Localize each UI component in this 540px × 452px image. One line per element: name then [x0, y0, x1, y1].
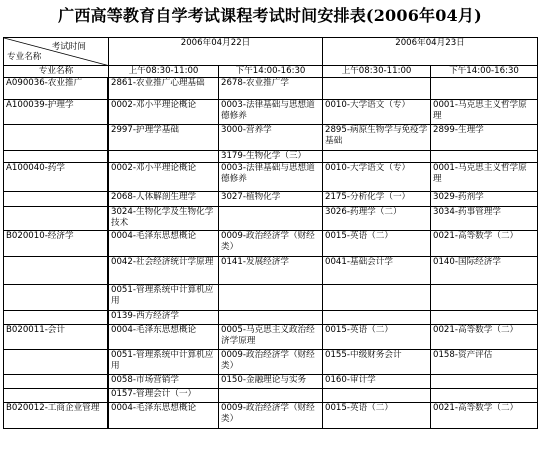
course-cell: 3034-药事管理学: [431, 207, 538, 231]
course-cell: 0001-马克思主义哲学原理: [431, 100, 538, 125]
course-cell: 0005-马克思主义政治经济学原理: [219, 325, 323, 350]
table-row: [4, 192, 538, 207]
course-cell: 0058-市场营销学: [109, 375, 219, 389]
major-name-cell: [4, 375, 108, 389]
course-cell: 0157-管理会计（一）: [109, 389, 219, 403]
session-header-am-1: 上午08:30-11:00: [109, 66, 219, 78]
major-name-cell: [4, 125, 108, 151]
table-row: [4, 151, 538, 163]
table-row: [4, 325, 538, 350]
date-header-2: 2006年04月23日: [323, 38, 538, 66]
header-date-row: [4, 38, 538, 66]
corner-exam-time-label: 考试时间: [51, 42, 86, 52]
course-cell: 2861-农业推广心理基础: [109, 78, 219, 100]
course-cell: [431, 285, 538, 311]
major-name-cell: [4, 311, 108, 325]
major-name-cell: [4, 285, 108, 311]
header-session-row: [4, 66, 538, 78]
course-cell: 3024-生物化学及生物化学技术: [109, 207, 219, 231]
course-cell: 0021-高等数学（二）: [431, 403, 538, 429]
major-name-cell: [4, 192, 108, 207]
course-cell: [431, 311, 538, 325]
course-cell: 2895-病原生物学与免疫学基础: [323, 125, 431, 151]
table-row: [4, 285, 538, 311]
course-cell: [323, 78, 431, 100]
course-cell: 0010-大学语文（专）: [323, 163, 431, 192]
course-cell: 0141-发展经济学: [219, 257, 323, 285]
course-cell: 2678-农业推广学: [219, 78, 323, 100]
major-name-cell: [4, 151, 108, 163]
course-cell: 0009-政治经济学（财经类）: [219, 350, 323, 375]
course-cell: 0015-英语（二）: [323, 325, 431, 350]
course-cell: 0158-资产评估: [431, 350, 538, 375]
table-row: [4, 207, 538, 231]
course-cell: 0021-高等数学（二）: [431, 325, 538, 350]
corner-major-name-label: 专业名称: [7, 51, 42, 62]
course-cell: [431, 78, 538, 100]
course-cell: 0009-政治经济学（财经类）: [219, 403, 323, 429]
course-cell: 0003-法律基础与思想道德修养: [219, 100, 323, 125]
course-cell: 0002-邓小平理论概论: [109, 100, 219, 125]
course-cell: 0003-法律基础与思想道德修养: [219, 163, 323, 192]
course-cell: 3029-药剂学: [431, 192, 538, 207]
table-row: [4, 257, 538, 285]
course-cell: 3027-植物化学: [219, 192, 323, 207]
major-column-header: 专业名称: [4, 66, 109, 78]
page-title: 广西高等教育自学考试课程考试时间安排表(2006年04月): [58, 6, 482, 25]
course-cell: 0021-高等数学（二）: [431, 231, 538, 257]
major-name-cell: [4, 207, 108, 231]
course-cell: [323, 311, 431, 325]
corner-header-cell: [4, 38, 109, 66]
table-row: [4, 311, 538, 325]
course-cell: 3026-药理学（二）: [323, 207, 431, 231]
date-header-1: 2006年04月22日: [109, 38, 323, 66]
table-row: [4, 231, 538, 257]
course-cell: 0010-大学语文（专）: [323, 100, 431, 125]
major-name-cell: B020011-会计: [4, 325, 108, 350]
course-cell: [219, 285, 323, 311]
course-cell: [431, 389, 538, 403]
course-cell: [323, 151, 431, 163]
major-name-cell: [4, 257, 108, 285]
table-row: [4, 125, 538, 151]
session-header-pm-1: 下午14:00-16:30: [219, 66, 323, 78]
course-cell: 0139-西方经济学: [109, 311, 219, 325]
session-header-am-2: 上午08:30-11:00: [323, 66, 431, 78]
course-cell: 0004-毛泽东思想概论: [109, 325, 219, 350]
major-name-cell: A090036-农业推广: [4, 78, 108, 100]
course-cell: [431, 375, 538, 389]
course-cell: 0015-英语（二）: [323, 231, 431, 257]
course-cell: 0155-中级财务会计: [323, 350, 431, 375]
course-cell: 0015-英语（二）: [323, 403, 431, 429]
major-name-cell: B020012-工商企业管理: [4, 403, 108, 429]
table-row: [4, 375, 538, 389]
table-row: [4, 100, 538, 125]
course-cell: 0001-马克思主义哲学原理: [431, 163, 538, 192]
course-cell: 2899-生理学: [431, 125, 538, 151]
course-cell: [219, 207, 323, 231]
course-cell: 0150-金融理论与实务: [219, 375, 323, 389]
table-row: [4, 403, 538, 429]
course-cell: 0051-管理系统中计算机应用: [109, 285, 219, 311]
course-cell: [431, 151, 538, 163]
course-cell: 0004-毛泽东思想概论: [109, 231, 219, 257]
course-cell: 0051-管理系统中计算机应用: [109, 350, 219, 375]
course-cell: 0009-政治经济学（财经类）: [219, 231, 323, 257]
major-name-cell: [4, 389, 108, 403]
schedule-table: [3, 37, 538, 429]
course-cell: [323, 389, 431, 403]
table-row: [4, 350, 538, 375]
major-name-cell: A100040-药学: [4, 163, 108, 192]
table-row: [4, 163, 538, 192]
course-cell: 0160-审计学: [323, 375, 431, 389]
course-cell: [323, 285, 431, 311]
course-cell: [219, 311, 323, 325]
major-name-cell: [4, 350, 108, 375]
course-cell: 0140-国际经济学: [431, 257, 538, 285]
course-cell: 0004-毛泽东思想概论: [109, 403, 219, 429]
course-cell: 3179-生物化学（三）: [219, 151, 323, 163]
table-row: [4, 78, 538, 100]
course-cell: 2997-护理学基础: [109, 125, 219, 151]
course-cell: [219, 389, 323, 403]
course-cell: 2068-人体解剖生理学: [109, 192, 219, 207]
session-header-pm-2: 下午14:00-16:30: [431, 66, 538, 78]
table-row: [4, 389, 538, 403]
course-cell: 0042-社会经济统计学原理: [109, 257, 219, 285]
major-name-cell: A100039-护理学: [4, 100, 108, 125]
major-name-cell: B020010-经济学: [4, 231, 108, 257]
course-cell: 0002-邓小平理论概论: [109, 163, 219, 192]
course-cell: 0041-基础会计学: [323, 257, 431, 285]
course-cell: 3000-营养学: [219, 125, 323, 151]
course-cell: 2175-分析化学（一）: [323, 192, 431, 207]
course-cell: [109, 151, 219, 163]
